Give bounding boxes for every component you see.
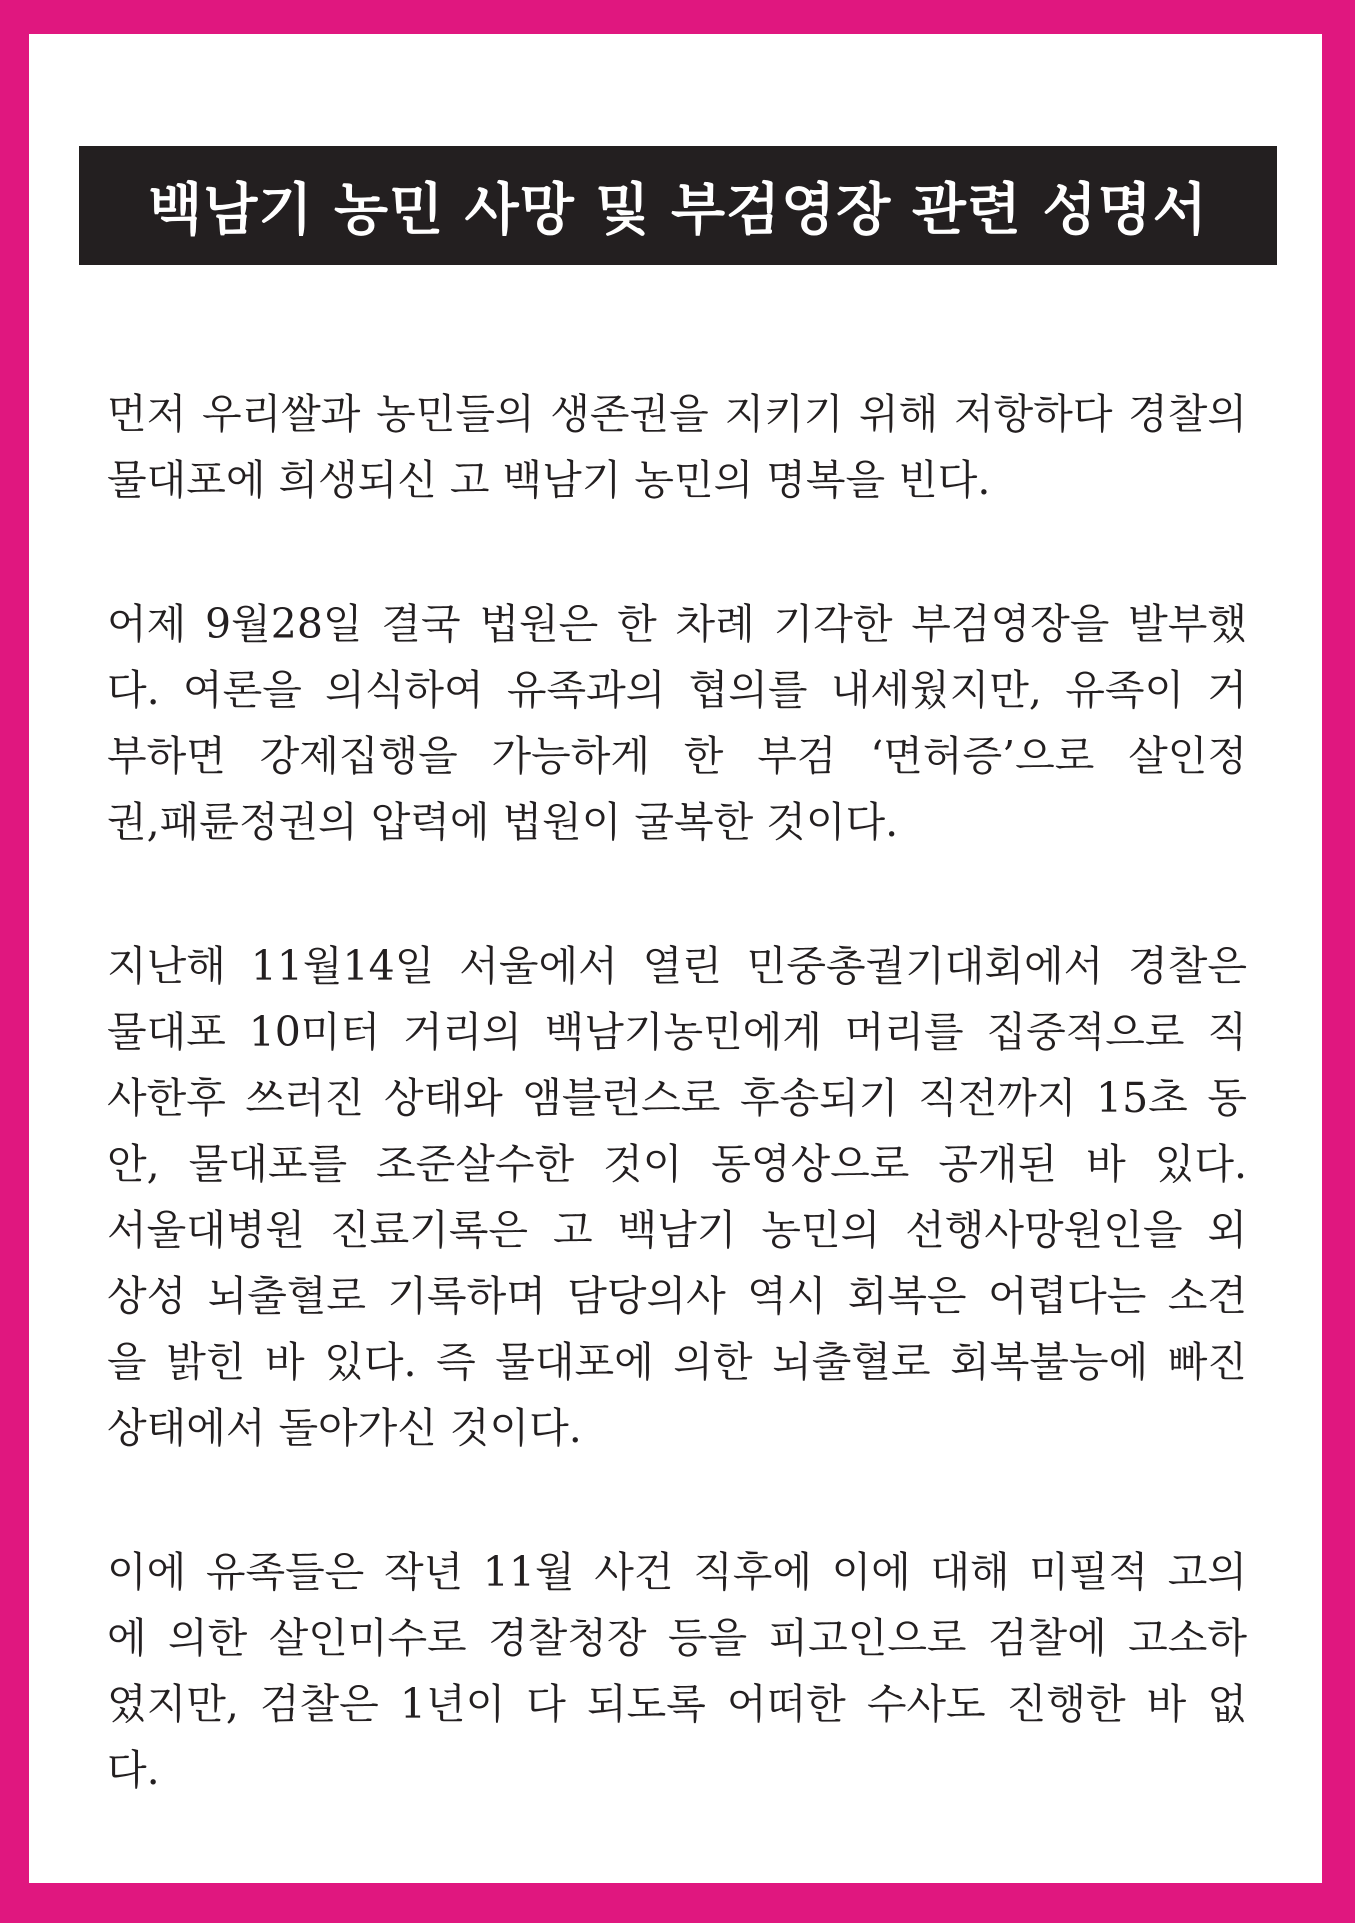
text-line: 서울대병원 진료기록은 고 백남기 농민의 선행사망원인을 외 bbox=[107, 1206, 1247, 1254]
statement-title: 백남기 농민 사망 및 부검영장 관련 성명서 bbox=[148, 177, 1208, 243]
paragraph-3 bbox=[107, 933, 1247, 1461]
text-line: 상태에서 돌아가신 것이다. bbox=[107, 1404, 582, 1452]
text-line: 물대포 10미터 거리의 백남기농민에게 머리를 집중적으로 직 bbox=[107, 1008, 1247, 1056]
paragraph-2 bbox=[107, 591, 1247, 855]
text-line: 이에 유족들은 작년 11월 사건 직후에 이에 대해 미필적 고의 bbox=[107, 1548, 1247, 1596]
text-line: 사한후 쓰러진 상태와 앰블런스로 후송되기 직전까지 15초 동 bbox=[107, 1074, 1247, 1122]
text-line: 에 의한 살인미수로 경찰청장 등을 피고인으로 검찰에 고소하 bbox=[107, 1614, 1247, 1662]
text-line: 였지만, 검찰은 1년이 다 되도록 어떠한 수사도 진행한 바 없 bbox=[107, 1680, 1247, 1728]
statement-body bbox=[107, 381, 1247, 1881]
text-line: 어제 9월28일 결국 법원은 한 차례 기각한 부검영장을 발부했 bbox=[107, 600, 1247, 648]
text-line: 다. bbox=[107, 1746, 160, 1794]
title-banner bbox=[79, 146, 1277, 265]
text-line: 권,패륜정권의 압력에 법원이 굴복한 것이다. bbox=[107, 798, 899, 846]
text-line: 물대포에 희생되신 고 백남기 농민의 명복을 빈다. bbox=[107, 456, 991, 504]
text-line: 안, 물대포를 조준살수한 것이 동영상으로 공개된 바 있다. bbox=[107, 1140, 1247, 1188]
text-line: 먼저 우리쌀과 농민들의 생존권을 지키기 위해 저항하다 경찰의 bbox=[107, 390, 1247, 438]
paragraph-1 bbox=[107, 381, 1247, 513]
text-line: 부하면 강제집행을 가능하게 한 부검 ‘면허증’으로 살인정 bbox=[107, 732, 1247, 780]
text-line: 상성 뇌출혈로 기록하며 담당의사 역시 회복은 어렵다는 소견 bbox=[107, 1272, 1247, 1320]
text-line: 을 밝힌 바 있다. 즉 물대포에 의한 뇌출혈로 회복불능에 빠진 bbox=[107, 1338, 1247, 1386]
paragraph-4 bbox=[107, 1539, 1247, 1803]
text-line: 다. 여론을 의식하여 유족과의 협의를 내세웠지만, 유족이 거 bbox=[107, 666, 1247, 714]
text-line: 지난해 11월14일 서울에서 열린 민중총궐기대회에서 경찰은 bbox=[107, 942, 1247, 990]
